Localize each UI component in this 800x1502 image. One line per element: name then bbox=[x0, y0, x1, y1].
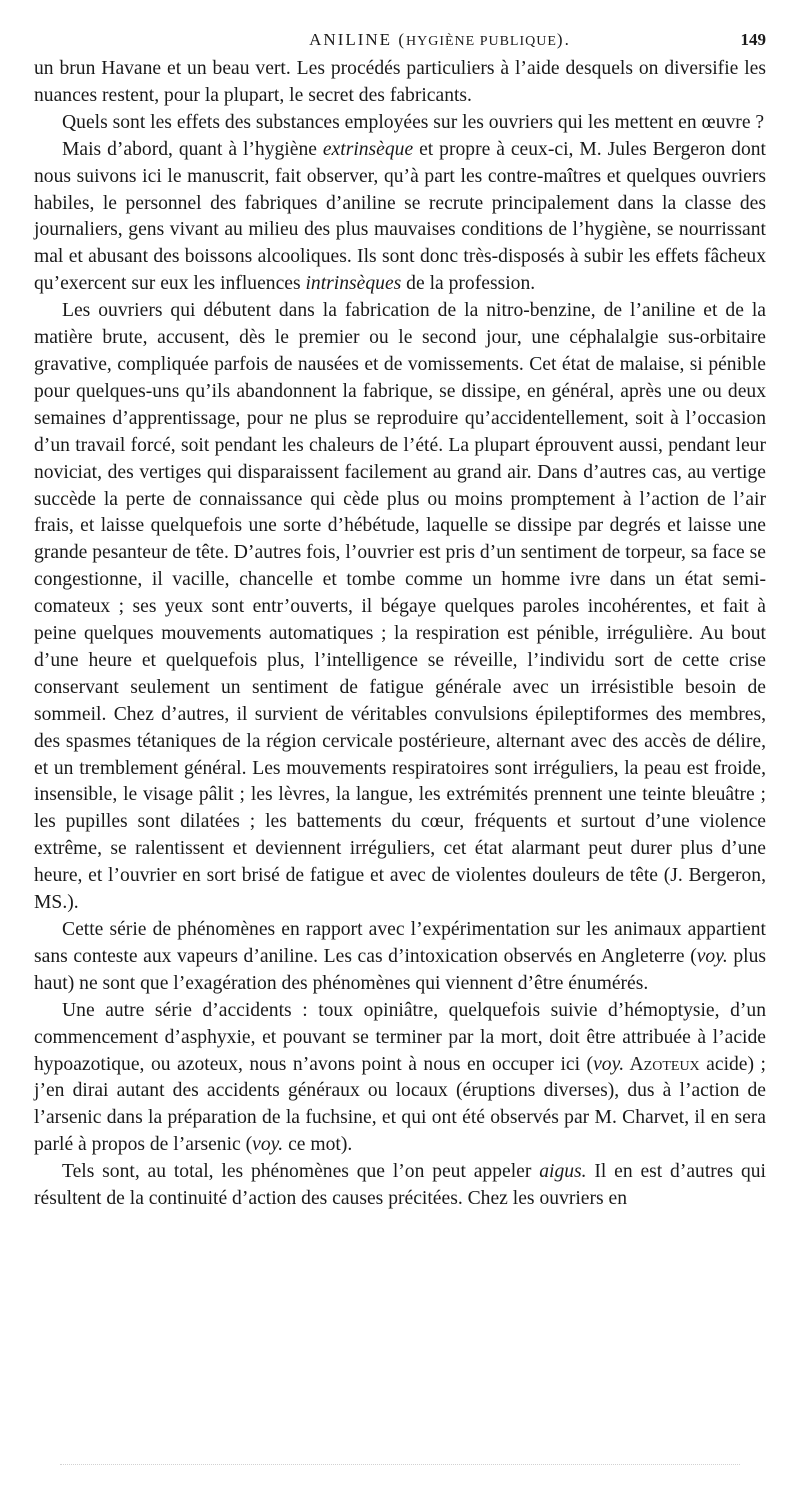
paragraph-continuation: un brun Havane et un beau vert. Les procédés particuliers à l’aide desquels on diversifie les nuances restent, pour la plupart, le secret des fabricants. bbox=[34, 58, 766, 106]
running-head-title: ANILINE (HYGIÈNE PUBLIQUE). bbox=[309, 30, 571, 49]
paragraph-question: Quels sont les effets des substances employées sur les ouvriers qui les mettent en œuvre ? bbox=[62, 111, 765, 133]
paragraph-symptoms: Les ouvriers qui débutent dans la fabrication de la nitro-benzine, de l’aniline et de la matière brute, accusent, dès le premier ou le second jour, une céphalalgie sus-orbitaire gravative, compliquée parfois de nausées et de vomissements. Cet état de malaise, si pénible pour quelques-uns qu’ils abandonnent la fabrique, se dissipe, en général, après une ou deux semaines d’apprentissage, pour ne plus se reproduire qu’accidentellement, soit à l’occasion d’un travail forcé, soit pendant les chaleurs de l’été. La plupart éprouvent aussi, pendant leur noviciat, des vertiges qui disparaissent facilement au grand air. Dans d’autres cas, au vertige succède la perte de connaissance qui cède plus ou moins promptement à l’action de l’air frais, et laisse quelquefois une sorte d’hébétude, laquelle se dissipe par degrés et laisse une grande pesanteur de tête. D’autres fois, l’ouvrier est pris d’un sentiment de torpeur, sa face se congestionne, il vacille, chancelle et tombe comme un homme ivre dans un état semi-comateux ; ses yeux sont entr’ouverts, il bégaye quelques paroles incohérentes, et fait à peine quelques mouvements automatiques ; la respiration est pénible, irrégulière. Au bout d’une heure et quelquefois plus, l’intelligence se réveille, l’individu sort de cette crise conservant seulement un sentiment de fatigue générale avec un irrésistible besoin de sommeil. Chez d’autres, il survient de véritables convulsions épileptiformes des membres, des spasmes tétaniques de la région cervicale postérieure, alternant avec des accès de délire, et un tremblement général. Les mouvements respiratoires sont irréguliers, la peau est froide, insensible, le visage pâlit ; les lèvres, la langue, les extrémités prennent une teinte bleuâtre ; les pupilles sont dilatées ; les battements du cœur, fréquents et surtout d’une violence extrême, se ralentissent et deviennent irréguliers, cet état alarmant peut durer plus d’une heure, et l’ouvrier en sort brisé de fatigue et avec de violentes douleurs de tête (J. Bergeron, MS.). bbox=[34, 300, 766, 914]
bottom-scan-noise bbox=[60, 1464, 740, 1469]
text-run: Tels sont, au total, les phénomènes que l’on peut appeler bbox=[62, 1161, 540, 1183]
italic-term: voy. bbox=[252, 1134, 284, 1156]
italic-term: aigus. bbox=[539, 1161, 587, 1183]
paragraph-acute bbox=[34, 1159, 766, 1213]
text-run: ce mot). bbox=[283, 1134, 353, 1156]
paragraph-series bbox=[34, 917, 766, 998]
page-number: 149 bbox=[740, 30, 766, 49]
text-run: de la profession. bbox=[401, 273, 536, 295]
running-head-sub: HYGIÈNE PUBLIQUE bbox=[405, 34, 557, 49]
small-caps-term: Azoteux bbox=[624, 1053, 700, 1075]
text-run: Mais d’abord, quant à l’hygiène bbox=[62, 138, 323, 160]
italic-term: intrinsèques bbox=[305, 273, 402, 295]
paragraph-other-accidents bbox=[34, 998, 766, 1159]
book-page bbox=[34, 30, 766, 1213]
running-head-main: ANILINE bbox=[309, 30, 393, 49]
text-run: et propre à ceux-ci, M. Jules Bergeron dont nous suivons ici le manuscrit, fait observer, qu’à part les contre-maîtres et quelques ouvriers habiles, le personnel des fabriques d’aniline se recrute principalement dans la classe des journaliers, gens vivant au milieu des plus mauvaises conditions de l’hygiène, se nourrissant mal et abusant des boissons alcooliques. Ils sont donc très-disposés à subir les effets fâcheux qu’exercent sur eux les influences bbox=[34, 138, 766, 295]
italic-term: extrinsèque bbox=[322, 138, 414, 160]
italic-term: voy. bbox=[593, 1053, 625, 1075]
text-run: Une autre série d’accidents : toux opiniâtre, quelquefois suivie d’hémoptysie, d’un commencement d’asphyxie, et pouvant se terminer par la mort, doit être attribuée à l’acide hypoazotique, ou azoteux, nous n’avons point à nous en occuper ici ( bbox=[34, 999, 766, 1075]
text-run: plus haut) ne sont que l’exagération des phénomènes qui viennent d’être énumérés. bbox=[34, 945, 766, 994]
text-run: Il en est d’autres qui résultent de la continuité d’action des causes précitées. Chez les ouvriers en bbox=[34, 1161, 766, 1210]
running-head bbox=[34, 30, 766, 56]
text-run: Cette série de phénomènes en rapport avec l’expérimentation sur les animaux appartient sans conteste aux vapeurs d’aniline. Les cas d’intoxication observés en Angleterre ( bbox=[34, 919, 766, 967]
text-run: acide) ; j’en dirai autant des accidents généraux ou locaux (éruptions diverses), dus à l’action de l’arsenic dans la préparation de la fuchsine, et qui ont été observés par M. Charvet, il en sera parlé à propos de l’arsenic ( bbox=[34, 1053, 766, 1156]
paragraph-hygiene bbox=[34, 137, 766, 298]
italic-term: voy. bbox=[696, 945, 728, 967]
